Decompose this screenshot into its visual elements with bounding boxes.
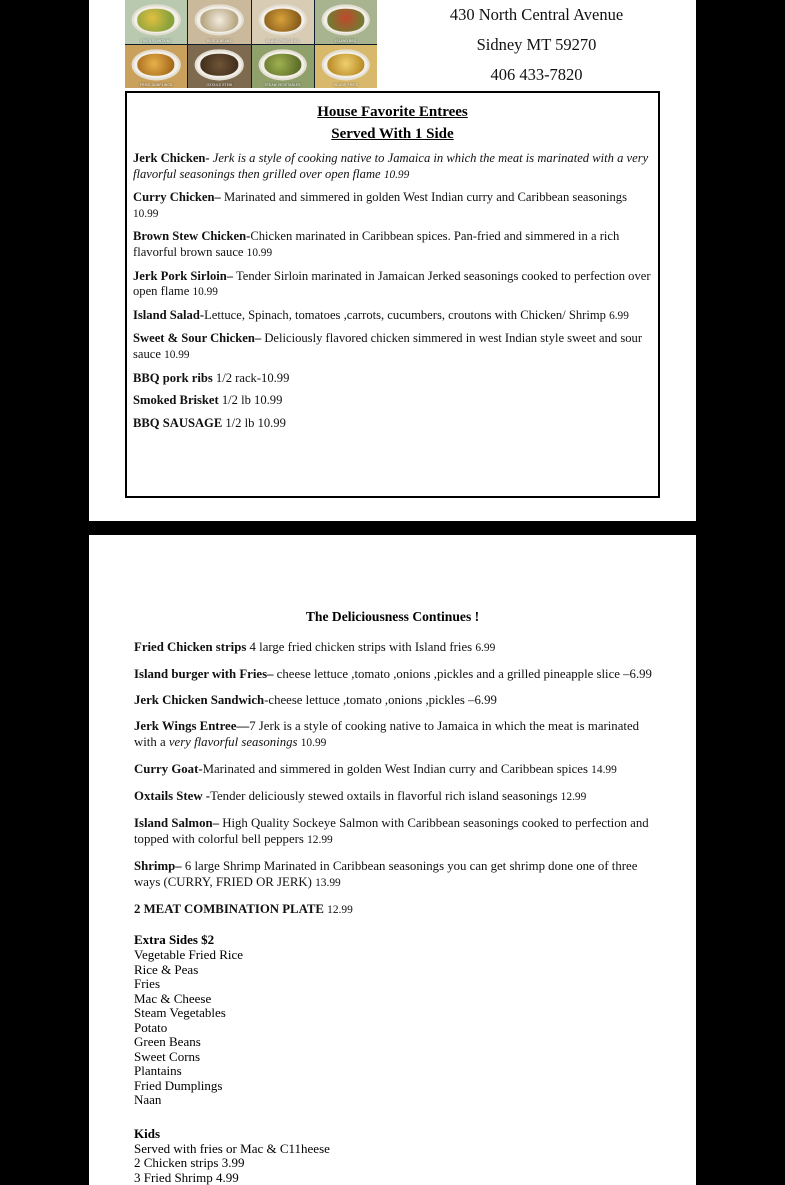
extra-side-item: Vegetable Fried Rice (134, 948, 652, 963)
food-shape (264, 9, 301, 32)
food-shape (201, 9, 238, 32)
page-one-header (89, 0, 696, 88)
menu-item-name: Jerk Pork Sirloin– (133, 269, 233, 283)
food-shape (264, 53, 301, 76)
food-photo-label: FRIED PLANTAINS (125, 39, 187, 43)
menu-item-name: Curry Chicken– (133, 190, 221, 204)
menu-item (134, 639, 652, 656)
menu-item-description: Chicken marinated in Caribbean spices. Pan-fried and simmered in a rich flavorful brown sauce (133, 229, 619, 259)
food-photo-collage (125, 0, 377, 88)
extra-side-item: Mac & Cheese (134, 992, 652, 1007)
food-photo-label: FRIED DUMPLINGS (125, 83, 187, 87)
menu-item-name: BBQ SAUSAGE (133, 416, 222, 430)
kids-heading: Kids (134, 1126, 652, 1142)
menu-item (133, 151, 652, 183)
menu-item-price: 10.99 (192, 286, 217, 298)
food-photo (188, 0, 250, 44)
extra-side-item: Sweet Corns (134, 1050, 652, 1065)
kids-list (134, 1142, 652, 1185)
page-two-title: The Deliciousness Continues ! (89, 609, 696, 625)
house-favorites-title: House Favorite Entrees (131, 101, 654, 123)
menu-item (134, 718, 652, 751)
extra-side-item: Green Beans (134, 1035, 652, 1050)
menu-item-description: 1/2 lb 10.99 (219, 393, 283, 407)
extra-side-item: Naan (134, 1093, 652, 1108)
menu-item-price: 6.99 (475, 642, 495, 654)
menu-item (134, 666, 652, 682)
menu-item-description: 4 large fried chicken strips with Island fries (246, 640, 475, 654)
food-photo (315, 45, 377, 89)
menu-item (134, 815, 652, 848)
menu-item (133, 371, 652, 387)
menu-item-name: Smoked Brisket (133, 393, 219, 407)
menu-item-name: Island Salad- (133, 308, 204, 322)
restaurant-address-block (377, 0, 696, 88)
food-photo (252, 0, 314, 44)
menu-item-description: -cheese lettuce ,tomato ,onions ,pickles –6.99 (264, 693, 497, 707)
menu-item-description: Marinated and simmered in golden West Indian curry and Caribbean spices (203, 762, 592, 776)
menu-item-description: 7 Jerk is a style of cooking native to Jamaica in which the meat is marinated with a (134, 719, 639, 749)
menu-item (133, 308, 652, 325)
menu-item-price: 10.99 (133, 208, 158, 220)
menu-item-name: Sweet & Sour Chicken– (133, 331, 261, 345)
menu-item (134, 788, 652, 805)
menu-item (133, 331, 652, 363)
food-photo-label: ISLAND FRIES (315, 83, 377, 87)
food-shape (137, 53, 174, 76)
food-shape (327, 53, 364, 76)
address-phone: 406 433-7820 (377, 60, 696, 88)
food-photo-label: STEAM VEGETABLES (252, 83, 314, 87)
extra-side-item: Plantains (134, 1064, 652, 1079)
menu-item-description: Deliciously flavored chicken simmered in west Indian style sweet and sour sauce (133, 331, 642, 361)
extra-side-item: Fried Dumplings (134, 1079, 652, 1094)
extra-side-item: Potato (134, 1021, 652, 1036)
house-favorites-subtitle: Served With 1 Side (131, 123, 654, 145)
menu-item-description: 1/2 lb 10.99 (222, 416, 286, 430)
food-shape (137, 9, 174, 32)
menu-item-name: Fried Chicken strips (134, 640, 246, 654)
address-city-state-zip: Sidney MT 59270 (377, 30, 696, 60)
menu-item-name: Island Salmon– (134, 816, 219, 830)
menu-item-description: cheese lettuce ,tomato ,onions ,pickles and a grilled pineapple slice –6.99 (273, 667, 651, 681)
food-photo-label: OXTAILS STEW (188, 83, 250, 87)
food-shape (201, 53, 238, 76)
menu-item (133, 269, 652, 301)
menu-item-price: 12.99 (561, 791, 587, 803)
menu-item-price: 10.99 (301, 737, 327, 749)
food-photo (315, 0, 377, 44)
page-two-menu-list (89, 639, 696, 1185)
food-photo (252, 45, 314, 89)
food-photo-label: ISLAND BBQ (315, 39, 377, 43)
menu-item-description: Tender Sirloin marinated in Jamaican Jerked seasonings cooked to perfection over open flame (133, 269, 651, 299)
kids-line: 3 Fried Shrimp 4.99 (134, 1171, 652, 1185)
food-photo (125, 45, 187, 89)
extra-sides-list (134, 948, 652, 1108)
address-street: 430 North Central Avenue (377, 0, 696, 30)
menu-item-description: Marinated and simmered in golden West Indian curry and Caribbean seasonings (221, 190, 627, 204)
menu-item-price: 12.99 (307, 834, 333, 846)
menu-item-price: 10.99 (247, 247, 272, 259)
menu-item (134, 858, 652, 891)
food-photo (125, 0, 187, 44)
menu-item (134, 692, 652, 708)
extra-side-item: Steam Vegetables (134, 1006, 652, 1021)
extra-sides-heading: Extra Sides $2 (134, 932, 652, 948)
menu-item-name: Shrimp– (134, 859, 182, 873)
menu-item (133, 393, 652, 409)
menu-item-name: Jerk Chicken Sandwich (134, 693, 264, 707)
food-photo-label: ISLAND FRIED RICE (252, 39, 314, 43)
menu-item-price: 10.99 (384, 169, 409, 181)
food-photo-label: RICE & BEANS (188, 39, 250, 43)
menu-item (134, 761, 652, 778)
kids-line: Served with fries or Mac & C11heese (134, 1142, 652, 1157)
menu-item (133, 416, 652, 432)
extra-side-item: Fries (134, 977, 652, 992)
food-photo (188, 45, 250, 89)
menu-item-description: Lettuce, Spinach, tomatoes ,carrots, cucumbers, croutons with Chicken/ Shrimp (204, 308, 606, 322)
extra-side-item: Rice & Peas (134, 963, 652, 978)
menu-item-description: 6 large Shrimp Marinated in Caribbean seasonings you can get shrimp done one of three ways (CURRY, FRIED OR JERK) (134, 859, 637, 889)
house-favorites-list (131, 151, 654, 431)
menu-item-name: Jerk Wings Entree— (134, 719, 249, 733)
menu-item (134, 901, 652, 918)
menu-item-name: Oxtails Stew - (134, 789, 210, 803)
menu-item-price: 6.99 (609, 310, 629, 322)
menu-item-description-emphasis: very flavorful seasonings (169, 735, 298, 749)
menu-item-price: 10.99 (164, 349, 189, 361)
menu-item-name: 2 MEAT COMBINATION PLATE (134, 902, 324, 916)
menu-item (133, 229, 652, 261)
menu-item-name: Jerk Chicken- (133, 151, 210, 165)
menu-item-price: 13.99 (315, 877, 341, 889)
house-favorites-panel (125, 91, 660, 498)
menu-item-name: Island burger with Fries– (134, 667, 273, 681)
menu-item-name: Brown Stew Chicken- (133, 229, 250, 243)
menu-item-name: Curry Goat- (134, 762, 203, 776)
menu-item (133, 190, 652, 222)
menu-item-description: High Quality Sockeye Salmon with Caribbean seasonings cooked to perfection and topped with colorful bell peppers (134, 816, 649, 846)
food-shape (327, 9, 364, 32)
menu-item-price: 12.99 (327, 904, 353, 916)
menu-item-description: Jerk is a style of cooking native to Jamaica in which the meat is marinated with a very flavorful seasonings then grilled over open flame (133, 151, 648, 181)
menu-item-description: 1/2 rack-10.99 (213, 371, 290, 385)
menu-item-description: Tender deliciously stewed oxtails in flavorful rich island seasonings (210, 789, 561, 803)
menu-page-one (89, 0, 696, 521)
menu-page-two (89, 535, 696, 1185)
menu-item-price: 14.99 (591, 764, 617, 776)
menu-item-name: BBQ pork ribs (133, 371, 213, 385)
kids-line: 2 Chicken strips 3.99 (134, 1156, 652, 1171)
